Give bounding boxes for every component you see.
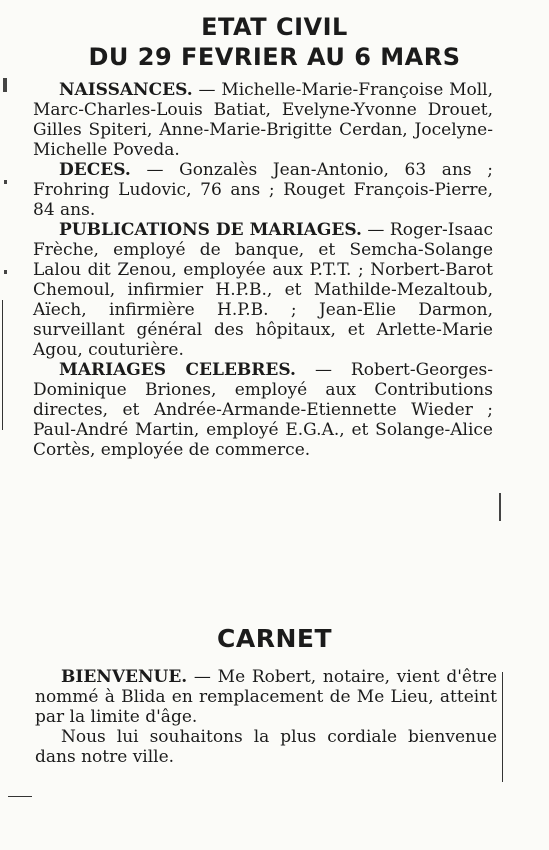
naissances-text: Michelle-Marie-Françoise Moll, Marc-Charles-Louis Batiat, Evelyne-Yvonne Drouet, Gilles Spiteri, Anne-Marie-Brigitte Cerdan, Jocelyne-Michelle Poveda. (33, 80, 493, 160)
mariages-heading: MARIAGES CELEBRES. (59, 360, 296, 380)
column-rule (2, 300, 3, 430)
etat-civil-body (33, 80, 493, 460)
column-rule (502, 672, 503, 782)
naissances-paragraph (33, 80, 493, 160)
deces-text: Gonzalès Jean-Antonio, 63 ans ; Frohring Ludovic, 76 ans ; Rouget François-Pierre, 84 ans. (33, 160, 493, 220)
closing-paragraph: Nous lui souhaitons la plus cordiale bienvenue dans notre ville. (35, 727, 497, 767)
edge-mark (4, 180, 7, 184)
publications-heading: PUBLICATIONS DE MARIAGES. (59, 220, 362, 240)
deces-paragraph (33, 160, 493, 220)
dash: — (192, 80, 222, 100)
edge-mark (499, 493, 501, 521)
divider-line (8, 796, 32, 797)
edge-mark (4, 270, 7, 274)
naissances-heading: NAISSANCES. (59, 80, 193, 100)
deces-heading: DECES. (59, 160, 131, 180)
section-title: ETAT CIVIL (201, 13, 348, 41)
mariages-text: Robert-Georges-Dominique Briones, employé aux Contributions directes, et Andrée-Armande-Etiennette Wieder ; Paul-André Martin, employé E.G.A., et Solange-Alice Cortès, employée de commerce. (33, 360, 494, 460)
publications-paragraph (33, 220, 493, 360)
publications-text: Roger-Isaac Frèche, employé de banque, et Semcha-Solange Lalou dit Zenou, employée aux P.T.T. ; Norbert-Barot Chemoul, infirmier H.P.B., et Mathilde-Mezaltoub, Aïech, infirmière H.P.B. ; Jean-Elie Darmon, surveillant général des hôpitaux, et Arlette-Marie Agou, couturière. (33, 220, 493, 360)
dash: — (361, 220, 390, 240)
edge-mark (3, 78, 7, 92)
bienvenue-text: Me Robert, notaire, vient d'être nommé à Blida en remplacement de Me Lieu, atteint par la limite d'âge. (35, 667, 498, 727)
dash: — (187, 667, 218, 687)
mariages-paragraph (33, 360, 493, 460)
date-range-heading: DU 29 FEVRIER AU 6 MARS (88, 43, 461, 71)
dash: — (130, 160, 180, 180)
carnet-body (35, 667, 497, 767)
bienvenue-heading: BIENVENUE. (61, 667, 188, 687)
dash: — (295, 360, 351, 380)
carnet-title: CARNET (217, 624, 332, 653)
bienvenue-paragraph (35, 667, 497, 727)
